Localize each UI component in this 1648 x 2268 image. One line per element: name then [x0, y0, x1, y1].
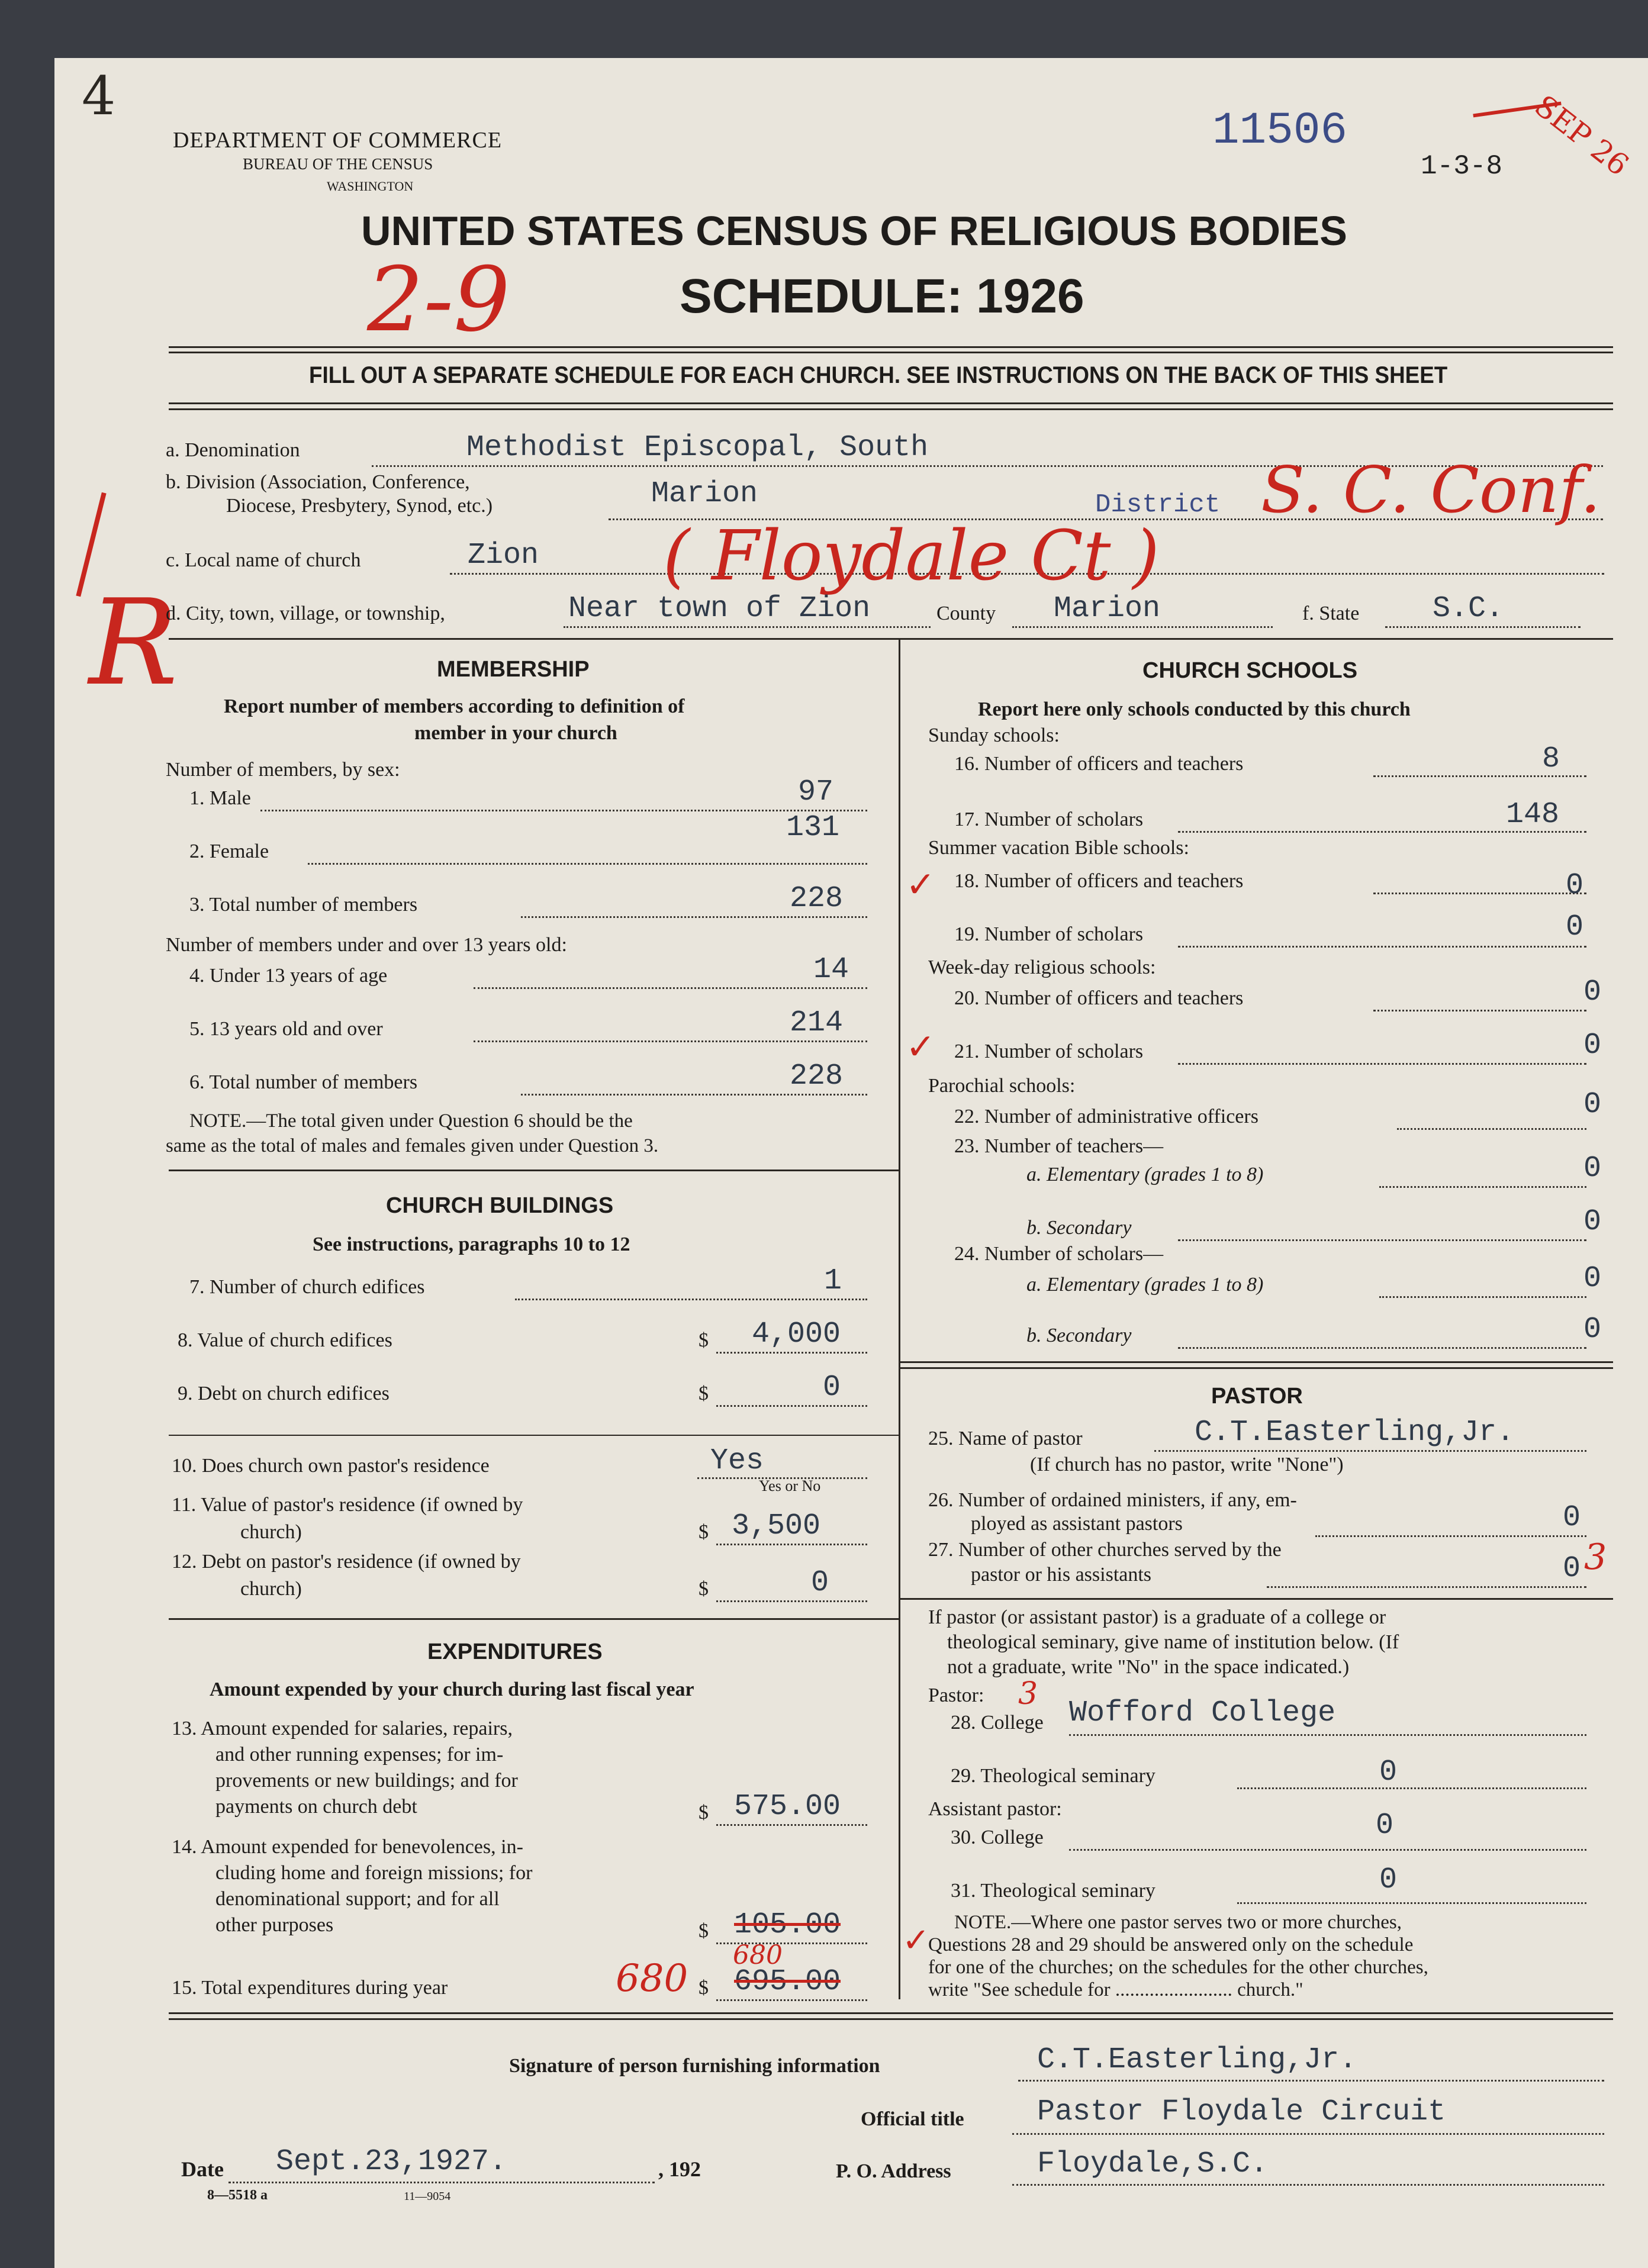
expenditures-instruction: Amount expended by your church during last fiscal year [210, 1679, 694, 1700]
section-rule [899, 1367, 1613, 1369]
q16-value[interactable]: 8 [1542, 742, 1560, 776]
denomination-field[interactable]: Methodist Episcopal, South [466, 431, 929, 465]
schedule-year: SCHEDULE: 1926 [680, 269, 1084, 323]
section-rule [899, 1361, 1613, 1363]
q12-label-2: church) [240, 1578, 302, 1600]
section-rule [899, 1598, 1613, 1600]
q17-value[interactable]: 148 [1506, 798, 1560, 832]
q13-label: 13. Amount expended for salaries, repairs, [172, 1718, 513, 1739]
po-address-field[interactable]: Floydale,S.C. [1037, 2147, 1269, 2181]
q13-label-2: and other running expenses; for im- [215, 1744, 504, 1766]
header-rule [169, 402, 1613, 404]
bureau-city: WASHINGTON [327, 179, 414, 194]
q3-line [521, 916, 867, 918]
division-field[interactable]: Marion [651, 477, 758, 511]
q8-line [716, 1352, 867, 1354]
pastor-note: NOTE.—Where one pastor serves two or more churches, [954, 1912, 1402, 1933]
district-label: District [1095, 490, 1221, 520]
graduate-instruction-3: not a graduate, write "No" in the space indicated.) [947, 1656, 1350, 1678]
q13-amount-value[interactable]: 575.00 [734, 1790, 841, 1824]
q14-label-3: denominational support; and for all [215, 1888, 500, 1910]
q18-line [1373, 893, 1586, 894]
q21-value[interactable]: 0 [1583, 1029, 1602, 1062]
q3-total-label: 3. Total number of members [189, 894, 418, 916]
q7-edifices-label: 7. Number of church edifices [189, 1276, 425, 1298]
q28-label: 28. College [951, 1712, 1044, 1734]
q2-line [308, 863, 867, 865]
q30-line [1069, 1849, 1586, 1851]
q23a-label: a. Elementary (grades 1 to 8) [1026, 1164, 1264, 1185]
q12-line [716, 1600, 867, 1602]
buildings-heading: CHURCH BUILDINGS [386, 1193, 614, 1218]
date-line [228, 2182, 655, 2183]
q8-value-label: 8. Value of church edifices [178, 1329, 392, 1351]
q27-handwritten-count: 3 [1584, 1536, 1607, 1578]
q27-value[interactable]: 0 [1563, 1552, 1581, 1586]
header-rule [169, 408, 1613, 410]
q27-label-2: pastor or his assistants [971, 1564, 1152, 1586]
division-label: b. Division (Association, Conference, [166, 471, 470, 493]
q26-label: 26. Number of ordained ministers, if any, em- [928, 1489, 1297, 1511]
date-field[interactable]: Sept.23,1927. [276, 2145, 507, 2179]
q9-debt-label: 9. Debt on church edifices [178, 1383, 390, 1404]
members-by-sex-label: Number of members, by sex: [166, 759, 400, 781]
county-label: County [936, 603, 996, 624]
q24a-label: a. Elementary (grades 1 to 8) [1026, 1274, 1264, 1296]
denomination-label: a. Denomination [166, 439, 300, 461]
footer-rule [169, 2018, 1613, 2020]
yes-no-hint: Yes or No [759, 1477, 821, 1494]
church-name-field[interactable]: Zion [468, 539, 539, 572]
q28-college[interactable]: Wofford College [1069, 1696, 1336, 1730]
q18-label: 18. Number of officers and teachers [954, 870, 1244, 892]
q26-value[interactable]: 0 [1563, 1501, 1581, 1535]
q26-label-2: ployed as assistant pastors [971, 1513, 1183, 1535]
handwritten-circuit-name: ( Floydale Ct ) [663, 516, 1160, 596]
red-note-tick: ✓ [902, 1921, 930, 1960]
q11-dollar-sign: $ [699, 1521, 709, 1543]
q7-edifices-value[interactable]: 1 [824, 1264, 842, 1298]
q21-line [1178, 1063, 1586, 1065]
print-number: 11—9054 [404, 2190, 451, 2203]
q25-line [1154, 1450, 1586, 1452]
q19-line [1178, 946, 1586, 948]
schools-heading: CHURCH SCHOOLS [1142, 658, 1358, 683]
assistant-pastor-subheading: Assistant pastor: [928, 1798, 1062, 1820]
corner-tally-mark: 4 [82, 65, 116, 127]
q14-label-4: other purposes [215, 1914, 334, 1936]
q24a-value[interactable]: 0 [1583, 1262, 1602, 1296]
q15-correction: 680 [733, 1940, 783, 1970]
official-title-label: Official title [861, 2108, 964, 2130]
q18-value[interactable]: 0 [1566, 869, 1584, 903]
received-date-stamp: SEP 26 [1528, 88, 1636, 183]
form-title: UNITED STATES CENSUS OF RELIGIOUS BODIES [361, 208, 1347, 254]
church-name-label: c. Local name of church [166, 549, 361, 571]
q4-under13-label: 4. Under 13 years of age [189, 965, 388, 987]
summer-schools-label: Summer vacation Bible schools: [928, 837, 1189, 859]
members-by-age-label: Number of members under and over 13 years old: [166, 934, 567, 956]
weekday-schools-label: Week-day religious schools: [928, 956, 1156, 978]
header-rule [169, 352, 1613, 353]
state-line [1385, 626, 1581, 628]
county-field[interactable]: Marion [1054, 592, 1161, 626]
membership-note: NOTE.—The total given under Question 6 should be the [189, 1110, 633, 1132]
q7-line [515, 1299, 867, 1300]
q13-label-4: payments on church debt [215, 1796, 417, 1818]
section-rule [169, 1170, 899, 1171]
q15-total-value[interactable]: 695.00 [734, 1965, 841, 1999]
q28-line [1069, 1734, 1586, 1736]
q13-label-3: provements or new buildings; and for [215, 1770, 518, 1792]
po-address-label: P. O. Address [836, 2160, 951, 2182]
q31-seminary[interactable]: 0 [1379, 1863, 1398, 1897]
q20-value[interactable]: 0 [1583, 975, 1602, 1009]
q23b-label: b. Secondary [1026, 1217, 1132, 1239]
q30-college[interactable]: 0 [1376, 1809, 1394, 1842]
q1-male-value[interactable]: 97 [798, 775, 834, 809]
q5-line [474, 1040, 867, 1042]
q15-line [716, 1999, 867, 2001]
q27-label: 27. Number of other churches served by the [928, 1539, 1282, 1561]
q23-label: 23. Number of teachers— [954, 1135, 1164, 1157]
q25-note: (If church has no pastor, write "None") [1030, 1454, 1344, 1476]
pastor-note-4: write "See schedule for ........................ church." [928, 1979, 1303, 2000]
q19-value[interactable]: 0 [1566, 910, 1584, 944]
division-label-2: Diocese, Presbytery, Synod, etc.) [226, 495, 493, 517]
q14-label-2: cluding home and foreign missions; for [215, 1862, 533, 1884]
q14-dollar-sign: $ [699, 1920, 709, 1942]
county-line [1012, 626, 1273, 628]
official-title-line [1012, 2133, 1604, 2135]
q6-total-label: 6. Total number of members [189, 1071, 418, 1093]
section-rule [169, 1435, 899, 1436]
pastor-handwritten-mark: 3 [1018, 1676, 1038, 1712]
q1-line [260, 810, 867, 811]
q19-label: 19. Number of scholars [954, 923, 1144, 945]
q9-debt-value[interactable]: 0 [823, 1371, 841, 1404]
city-label: d. City, town, village, or township, [166, 603, 445, 624]
q15-handwritten-total: 680 [616, 1957, 688, 2000]
column-divider [899, 638, 900, 1999]
pastor-note-3: for one of the churches; on the schedules for the other churches, [928, 1957, 1428, 1978]
sunday-schools-label: Sunday schools: [928, 724, 1060, 746]
membership-note-2: same as the total of males and females given under Question 3. [166, 1135, 659, 1156]
ident-rule [169, 638, 1613, 640]
q23a-value[interactable]: 0 [1583, 1152, 1602, 1185]
signature-line [1018, 2080, 1604, 2082]
instruction-line: FILL OUT A SEPARATE SCHEDULE FOR EACH CHURCH. SEE INSTRUCTIONS ON THE BACK OF THIS SHEET [309, 362, 1448, 388]
pastor-note-2: Questions 28 and 29 should be answered only on the schedule [928, 1934, 1414, 1955]
q3-total-value[interactable]: 228 [790, 882, 844, 916]
city-field[interactable]: Near town of Zion [568, 592, 871, 626]
red-margin-letter: R [89, 574, 178, 712]
q6-line [521, 1094, 867, 1096]
q8-value-field[interactable]: 4,000 [752, 1317, 841, 1351]
q22-line [1397, 1128, 1586, 1130]
date-label: Date [181, 2157, 224, 2181]
q11-residence-value-label: 11. Value of pastor's residence (if owned by [172, 1494, 523, 1516]
classification-code: 1-3-8 [1421, 151, 1503, 182]
q10-residence-value[interactable]: Yes [710, 1444, 764, 1478]
bureau-name: BUREAU OF THE CENSUS [243, 155, 433, 173]
expenditures-heading: EXPENDITURES [427, 1639, 603, 1664]
q21-label: 21. Number of scholars [954, 1040, 1144, 1062]
q6-total-value[interactable]: 228 [790, 1059, 844, 1093]
q11-line [716, 1544, 867, 1545]
q29-seminary[interactable]: 0 [1379, 1755, 1398, 1789]
q15-dollar-sign: $ [699, 1977, 709, 1999]
footer-rule [169, 2012, 1613, 2014]
q2-female-value[interactable]: 131 [786, 811, 840, 845]
q29-line [1237, 1787, 1586, 1789]
q13-dollar-sign: $ [699, 1802, 709, 1824]
q20-label: 20. Number of officers and teachers [954, 987, 1244, 1009]
red-double-tick: ✓ [906, 1026, 936, 1068]
q8-dollar-sign: $ [699, 1329, 709, 1351]
q13-line [716, 1824, 867, 1826]
q22-label: 22. Number of administrative officers [954, 1106, 1258, 1127]
q12-residence-debt-label: 12. Debt on pastor's residence (if owned by [172, 1551, 521, 1573]
q24a-line [1379, 1296, 1586, 1298]
q20-line [1373, 1010, 1586, 1011]
q27-line [1267, 1586, 1586, 1588]
q25-label: 25. Name of pastor [928, 1428, 1083, 1449]
signature-field[interactable]: C.T.Easterling,Jr. [1037, 2043, 1357, 2077]
state-field[interactable]: S.C. [1433, 592, 1504, 626]
buildings-instruction: See instructions, paragraphs 10 to 12 [313, 1233, 630, 1255]
q31-label: 31. Theological seminary [951, 1880, 1155, 1902]
graduate-instruction-2: theological seminary, give name of institution below. (If [947, 1631, 1399, 1653]
q24-label: 24. Number of scholars— [954, 1243, 1164, 1265]
q24b-label: b. Secondary [1026, 1325, 1132, 1346]
q14-label: 14. Amount expended for benevolences, in- [172, 1836, 523, 1858]
q26-line [1315, 1535, 1586, 1537]
q10-residence-label: 10. Does church own pastor's residence [172, 1455, 490, 1477]
membership-instruction-2: member in your church [414, 722, 617, 744]
q1-male-label: 1. Male [189, 787, 251, 809]
q2-female-label: 2. Female [189, 840, 269, 862]
q5-over13-value[interactable]: 214 [790, 1006, 844, 1040]
q30-label: 30. College [951, 1826, 1044, 1848]
q4-line [474, 987, 867, 989]
q22-value[interactable]: 0 [1583, 1088, 1602, 1122]
q23b-line [1178, 1239, 1586, 1241]
q16-label: 16. Number of officers and teachers [954, 753, 1244, 775]
signature-label: Signature of person furnishing information [509, 2055, 880, 2077]
date-year-suffix: , 192 [658, 2157, 701, 2181]
graduate-instruction: If pastor (or assistant pastor) is a graduate of a college or [928, 1606, 1386, 1628]
parochial-schools-label: Parochial schools: [928, 1075, 1076, 1097]
section-rule [169, 1618, 899, 1620]
q12-dollar-sign: $ [699, 1578, 709, 1600]
schedule-serial-number: 11506 [1212, 105, 1348, 156]
q9-dollar-sign: $ [699, 1383, 709, 1404]
city-line [564, 626, 931, 628]
handwritten-file-number: 2-9 [367, 249, 510, 352]
red-tick-mark: ✓ [906, 864, 936, 906]
handwritten-conference: S. C. Conf. [1261, 453, 1601, 527]
schools-instruction: Report here only schools conducted by this church [978, 698, 1411, 720]
q15-total-label: 15. Total expenditures during year [172, 1977, 448, 1999]
q11-label-2: church) [240, 1521, 302, 1543]
q24b-line [1178, 1347, 1586, 1349]
q25-pastor-name[interactable]: C.T.Easterling,Jr. [1195, 1416, 1515, 1449]
q23b-value[interactable]: 0 [1583, 1205, 1602, 1239]
form-number: 8—5518 a [207, 2188, 268, 2203]
q11-residence-value[interactable]: 3,500 [732, 1509, 821, 1543]
official-title-field[interactable]: Pastor Floydale Circuit [1037, 2095, 1446, 2129]
pastor-heading: PASTOR [1211, 1384, 1303, 1409]
membership-heading: MEMBERSHIP [437, 657, 590, 682]
q14-amount-value[interactable]: 105.00 [734, 1908, 841, 1942]
q29-label: 29. Theological seminary [951, 1765, 1155, 1787]
po-address-line [1012, 2184, 1604, 2186]
q17-label: 17. Number of scholars [954, 808, 1144, 830]
q4-under13-value[interactable]: 14 [813, 953, 849, 987]
q23a-line [1379, 1186, 1586, 1188]
q31-line [1237, 1902, 1586, 1904]
pastor-subheading: Pastor: [928, 1684, 984, 1706]
state-label: f. State [1302, 603, 1360, 624]
q24b-value[interactable]: 0 [1583, 1313, 1602, 1346]
q5-over13-label: 5. 13 years old and over [189, 1018, 383, 1040]
header-rule [169, 346, 1613, 348]
membership-instruction: Report number of members according to definition of [224, 695, 685, 717]
department-name: DEPARTMENT OF COMMERCE [173, 128, 503, 153]
q9-line [716, 1405, 867, 1407]
q12-residence-debt-value[interactable]: 0 [811, 1566, 829, 1600]
